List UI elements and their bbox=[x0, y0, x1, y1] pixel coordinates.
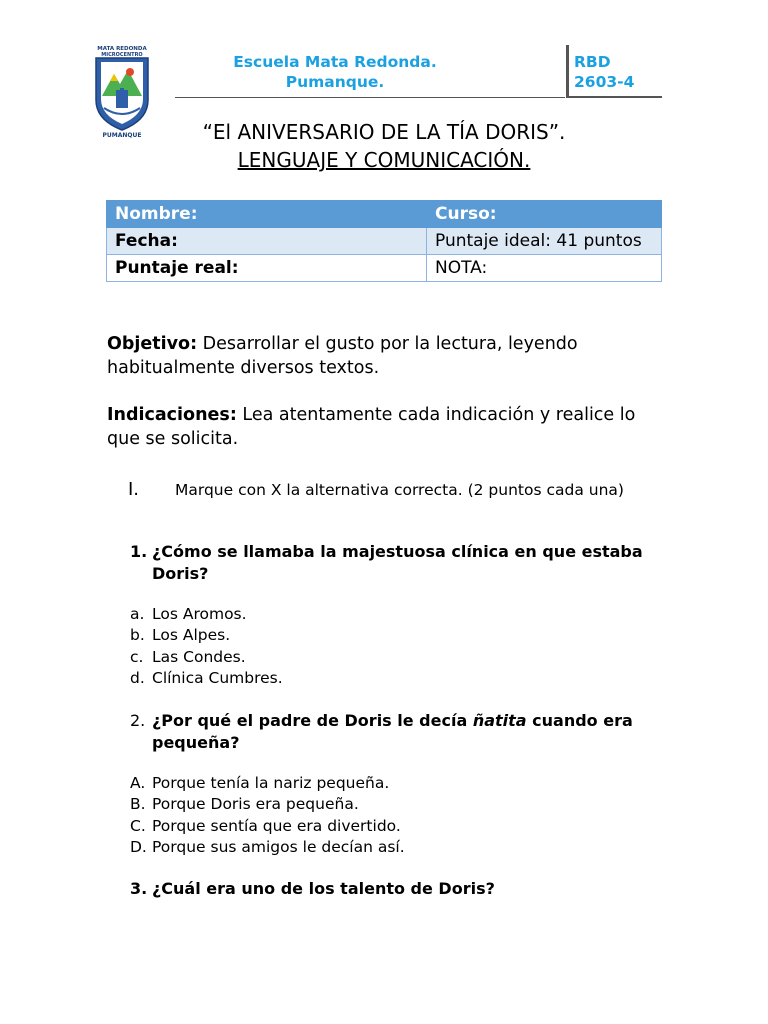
option-letter: C. bbox=[130, 816, 146, 835]
question-text-italic: ñatita bbox=[472, 711, 527, 730]
indicaciones-text: Lea atentamente cada indicación y realice lo que se solicita. bbox=[107, 405, 636, 449]
option-letter: a. bbox=[130, 605, 145, 623]
option-letter: d. bbox=[130, 668, 145, 687]
indicaciones-paragraph bbox=[107, 403, 667, 451]
nombre-cell[interactable]: Nombre: bbox=[107, 201, 427, 228]
school-name-line2: Pumanque. bbox=[285, 73, 385, 91]
question-text: ¿Cómo se llamaba la majestuosa clínica en que estaba Doris? bbox=[152, 542, 643, 583]
option-text: Porque sus amigos le decían así. bbox=[152, 837, 405, 856]
puntaje-real-cell[interactable]: Puntaje real: bbox=[107, 255, 427, 282]
question-number: 1. bbox=[130, 542, 148, 561]
header-divider bbox=[175, 97, 565, 98]
rbd-vertical-divider bbox=[566, 45, 569, 97]
option-letter: D. bbox=[130, 837, 147, 856]
subtitle-text: LENGUAJE Y COMUNICACIÓN. bbox=[237, 148, 531, 172]
question-3 bbox=[130, 878, 660, 900]
question-number: 2. bbox=[130, 711, 146, 730]
nota-cell[interactable]: NOTA: bbox=[427, 255, 662, 282]
objetivo-paragraph bbox=[107, 332, 667, 380]
option-text: Los Alpes. bbox=[152, 626, 231, 645]
indicaciones-label: Indicaciones: bbox=[107, 405, 237, 425]
puntaje-ideal-cell: Puntaje ideal: 41 puntos bbox=[427, 228, 662, 255]
logo-text-top: MATA REDONDA bbox=[97, 46, 147, 52]
question-2 bbox=[130, 710, 660, 754]
school-name-line1: Escuela Mata Redonda. bbox=[233, 53, 437, 71]
rbd-label: RBD bbox=[574, 53, 611, 71]
option-text: Clínica Cumbres. bbox=[152, 668, 283, 687]
table-row bbox=[107, 255, 662, 282]
question-number: 3. bbox=[130, 879, 148, 898]
logo-text-bottom: PUMANQUE bbox=[102, 132, 142, 139]
document-title: “El ANIVERSARIO DE LA TÍA DORIS”. bbox=[202, 120, 566, 144]
option-text: Porque sentía que era divertido. bbox=[152, 816, 401, 835]
rbd-value: 2603-4 bbox=[574, 73, 635, 91]
section-number: I. bbox=[128, 479, 140, 500]
document-subtitle bbox=[100, 146, 668, 174]
question-text: ¿Cuál era uno de los talento de Doris? bbox=[152, 879, 495, 898]
school-name bbox=[190, 52, 480, 92]
rbd-block bbox=[574, 52, 634, 92]
curso-cell[interactable]: Curso: bbox=[427, 201, 662, 228]
question-text-before: ¿Por qué el padre de Doris le decía bbox=[152, 711, 473, 730]
question-1 bbox=[130, 541, 660, 585]
section-instruction: Marque con X la alternativa correcta. (2 puntos cada una) bbox=[175, 481, 624, 499]
option-text: Porque tenía la nariz pequeña. bbox=[152, 774, 390, 792]
option-letter: c. bbox=[130, 647, 144, 666]
option-text: Los Aromos. bbox=[152, 605, 247, 623]
fecha-cell[interactable]: Fecha: bbox=[107, 228, 427, 255]
option-letter: A. bbox=[130, 774, 146, 792]
option-letter: b. bbox=[130, 626, 145, 645]
table-row bbox=[107, 228, 662, 255]
option-text: Las Condes. bbox=[152, 647, 246, 666]
rbd-underline bbox=[566, 96, 662, 98]
objetivo-label: Objetivo: bbox=[107, 334, 198, 354]
logo-text-mid: MICROCENTRO bbox=[101, 52, 143, 58]
option-letter: B. bbox=[130, 795, 146, 814]
student-info-table bbox=[106, 200, 662, 282]
table-row bbox=[107, 201, 662, 228]
objetivo-text: Desarrollar el gusto por la lectura, leyendo habitualmente diversos textos. bbox=[107, 334, 578, 378]
option-text: Porque Doris era pequeña. bbox=[152, 795, 359, 814]
question-text bbox=[152, 710, 660, 754]
question-text-after: cuando era pequeña? bbox=[152, 711, 633, 752]
